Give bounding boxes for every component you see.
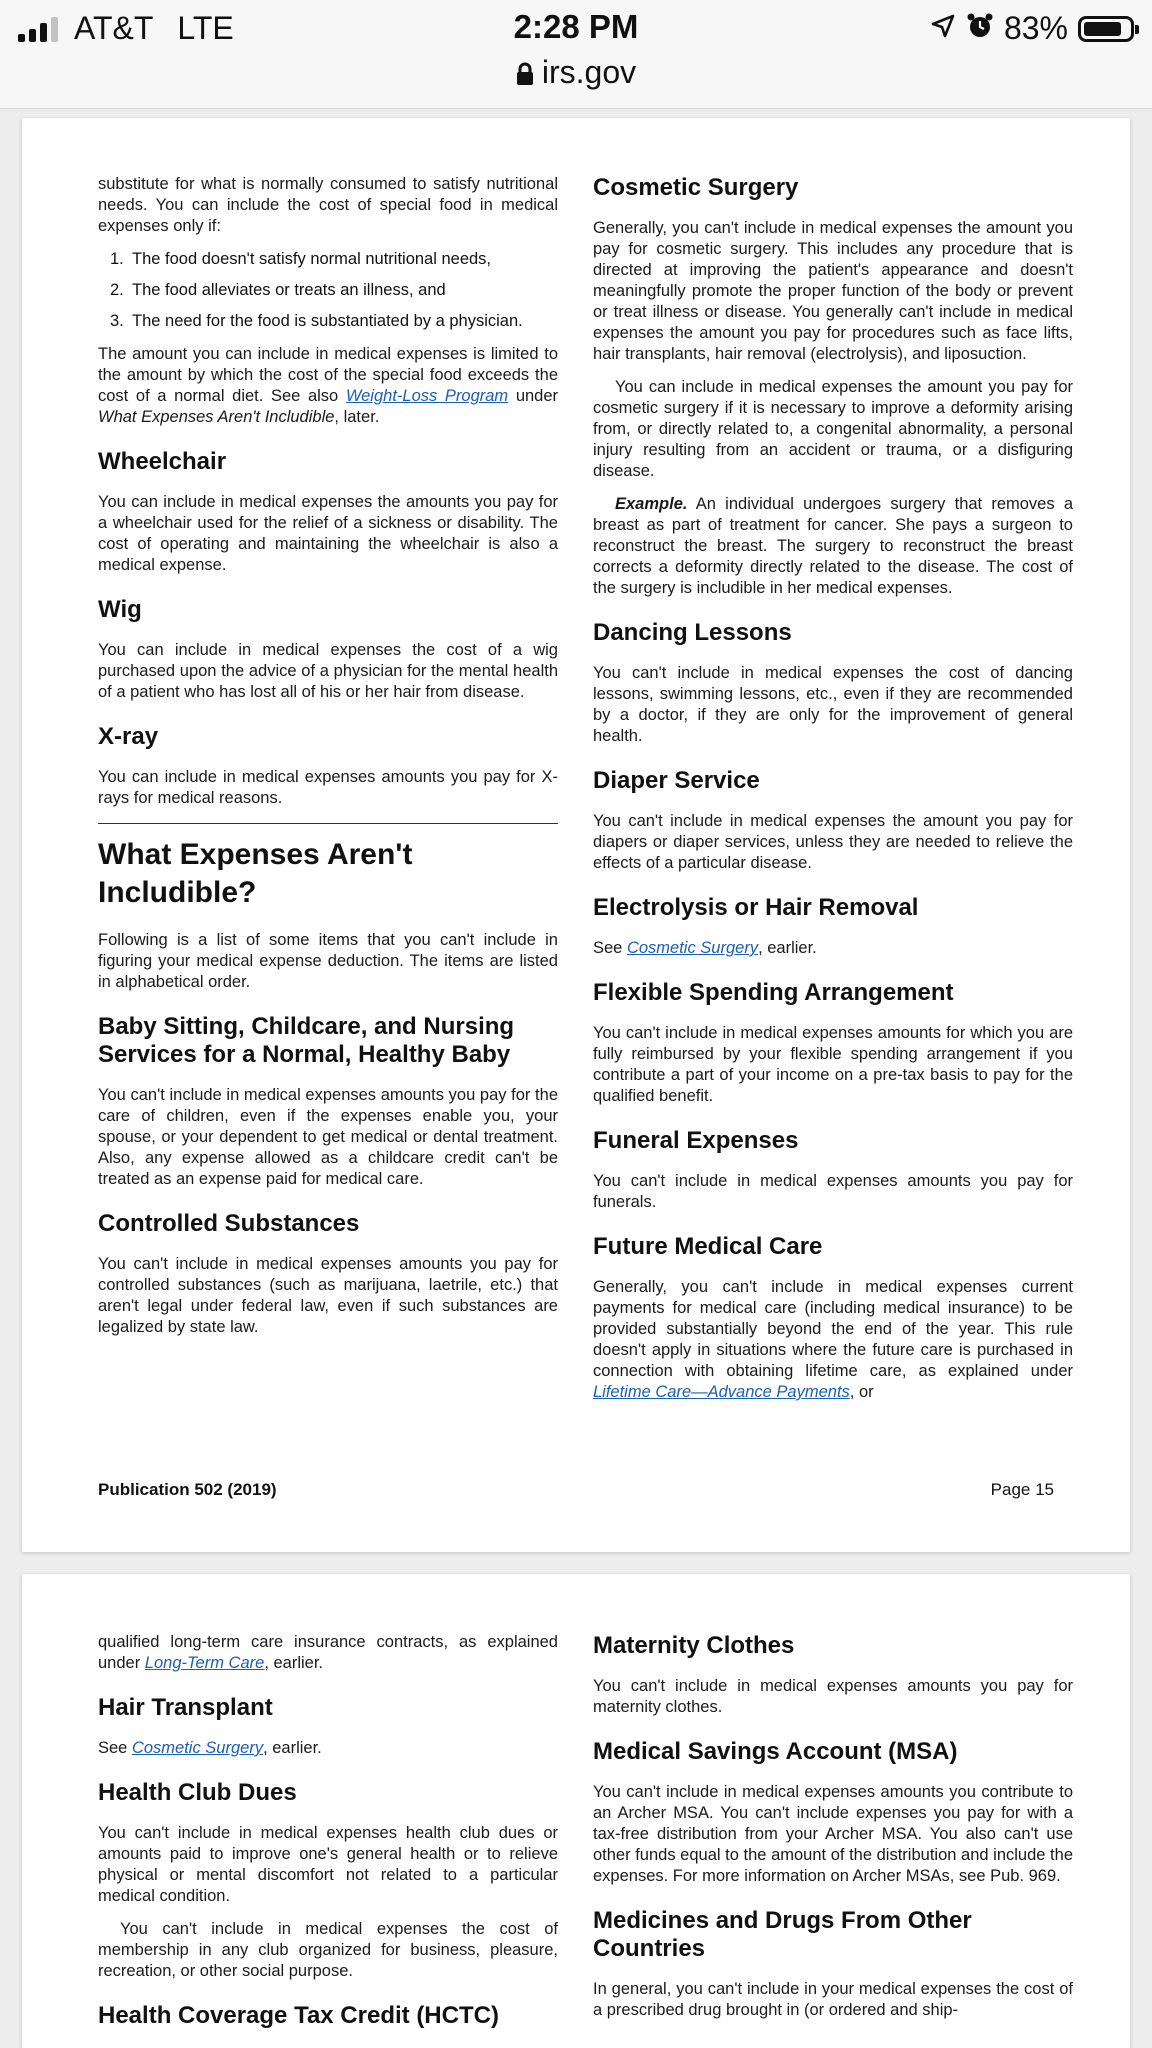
section-divider	[98, 823, 558, 824]
page1-right-column	[593, 174, 1073, 1415]
clock: 2:28 PM	[513, 8, 639, 45]
document-page-16	[22, 1574, 1130, 2048]
link-cosmetic-surgery[interactable]: Cosmetic Surgery	[626, 939, 759, 957]
lock-icon	[516, 57, 534, 94]
link-lifetime-care[interactable]: Lifetime Care—Advance Payments	[593, 1383, 850, 1401]
heading-dancing-lessons: Dancing Lessons	[593, 619, 792, 646]
paragraph: See Cosmetic Surgery, earlier.	[593, 939, 817, 957]
heading-medicines-drugs: Medicines and Drugs From Other Countries	[593, 1907, 972, 1962]
paragraph: You can't include in medical expenses the amount you pay for diapers or diaper services, unless they are needed to relieve the effects of a particular disease.	[593, 812, 1073, 872]
page1-left-column	[98, 174, 558, 1350]
heading-flexible-spending: Flexible Spending Arrangement	[593, 979, 954, 1006]
heading-cosmetic-surgery: Cosmetic Surgery	[593, 174, 799, 201]
paragraph: In general, you can't include in your medical expenses the cost of a prescribed drug brought in (or ordered and ship-	[593, 1980, 1073, 2019]
list-item: 3. The need for the food is substantiated by a physician.	[110, 312, 523, 330]
battery-icon	[1078, 16, 1134, 42]
publication-footer: Publication 502 (2019)	[98, 1480, 277, 1499]
paragraph: You can't include in medical expenses amounts you pay for the care of children, even if the expenses enable you, your spouse, or your dependent to get medical or dental treatment. Also, any expense allowed as a childcare credit can't be treated as an expense paid for medical care.	[98, 1086, 558, 1188]
paragraph: See Cosmetic Surgery, earlier.	[98, 1739, 322, 1757]
alarm-icon	[966, 12, 994, 45]
paragraph: You can include in medical expenses amounts you pay for X-rays for medical reasons.	[98, 768, 558, 807]
page2-left-column	[98, 1632, 558, 2046]
heading-maternity-clothes: Maternity Clothes	[593, 1632, 795, 1659]
link-long-term-care[interactable]: Long-Term Care	[144, 1654, 265, 1672]
heading-health-club-dues: Health Club Dues	[98, 1779, 297, 1806]
battery-percent: 83%	[1003, 10, 1068, 46]
paragraph: You can include in medical expenses the amount you pay for cosmetic surgery if it is necessary to improve a deformity arising from, or directly related to, a congenital abnormality, a personal injury resulting from an accident or trauma, or a disfiguring disease.	[593, 378, 1073, 480]
status-bar	[0, 0, 1152, 109]
url-bar[interactable]	[0, 54, 1152, 94]
carrier-label: AT&T	[74, 10, 154, 46]
heading-future-medical-care: Future Medical Care	[593, 1233, 823, 1260]
heading-what-expenses-arent-includible: What Expenses Aren't Includible?	[98, 838, 413, 909]
paragraph: You can't include in medical expenses amounts you pay for funerals.	[593, 1172, 1073, 1211]
heading-hctc: Health Coverage Tax Credit (HCTC)	[98, 2002, 499, 2029]
heading-xray: X-ray	[98, 723, 159, 750]
battery-fill	[1084, 22, 1121, 36]
heading-wig: Wig	[98, 596, 142, 623]
paragraph: You can include in medical expenses the cost of a wig purchased upon the advice of a physician for the mental health of a patient who has lost all of his or her hair from disease.	[98, 641, 558, 701]
page-number: Page 15	[990, 1480, 1054, 1499]
paragraph: You can't include in medical expenses the cost of dancing lessons, swimming lessons, etc., even if they are recommended by a doctor, if they are only for the improvement of general health.	[593, 664, 1073, 745]
heading-hair-transplant: Hair Transplant	[98, 1694, 273, 1721]
paragraph: The amount you can include in medical expenses is limited to the amount by which the cost of the special food exceeds the cost of a normal diet. See also Weight-Loss Program under What Expenses Aren't Includible, later.	[98, 345, 559, 426]
paragraph: You can't include in medical expenses health club dues or amounts paid to improve one's general health or to relieve physical or mental discomfort not related to a particular medical condition.	[98, 1824, 558, 1905]
heading-diaper-service: Diaper Service	[593, 767, 760, 794]
paragraph: Generally, you can't include in medical expenses the amount you pay for cosmetic surgery. This includes any procedure that is directed at improving the patient's appearance and doesn't meaningfully promote the proper function of the body or prevent or treat illness or disease. You generally can't include in medical expenses the amount you pay for procedures such as face lifts, hair transplants, hair removal (electrolysis), and liposuction.	[593, 219, 1073, 363]
location-arrow-icon	[930, 13, 956, 44]
condition-list	[98, 249, 558, 332]
heading-controlled-substances: Controlled Substances	[98, 1210, 360, 1237]
paragraph: You can include in medical expenses the amounts you pay for a wheelchair used for the relief of a sickness or disability. The cost of operating and maintaining the wheelchair is also a medical expense.	[98, 493, 558, 574]
paragraph: Generally, you can't include in medical expenses current payments for medical care (including medical insurance) to be provided substantially beyond the end of the year. This rule doesn't apply in situations where the future care is purchased in connection with obtaining lifetime care, as explained under Lifetime Care—Advance Payments, or	[593, 1278, 1073, 1401]
heading-baby-sitting: Baby Sitting, Childcare, and Nursing Services for a Normal, Healthy Baby	[98, 1013, 515, 1068]
link-weight-loss-program[interactable]: Weight-Loss Program	[345, 387, 509, 405]
page2-right-column	[593, 1632, 1073, 2033]
document-page-15	[22, 118, 1130, 1552]
example-paragraph: Example. An individual undergoes surgery that removes a breast as part of treatment for cancer. She pays a surgeon to reconstruct the breast. The surgery to reconstruct the breast corrects a deformity directly related to the disease. The cost of the surgery is includible in her medical expenses.	[593, 495, 1073, 597]
paragraph: You can't include in medical expenses amounts you pay for controlled substances (such as marijuana, laetrile, etc.) that aren't legal under federal law, even if such substances are legalized by state law.	[98, 1255, 558, 1336]
heading-wheelchair: Wheelchair	[98, 448, 227, 475]
paragraph: qualified long-term care insurance contracts, as explained under Long-Term Care, earlier.	[98, 1633, 558, 1672]
url-text: irs.gov	[541, 54, 637, 90]
network-label: LTE	[177, 10, 234, 46]
paragraph: substitute for what is normally consumed to satisfy nutritional needs. You can include the cost of special food in medical expenses only if:	[98, 175, 558, 235]
list-item: 2. The food alleviates or treats an illness, and	[110, 281, 446, 299]
paragraph: You can't include in medical expenses the cost of membership in any club organized for business, pleasure, recreation, or other social purpose.	[98, 1920, 558, 1980]
paragraph: Following is a list of some items that you can't include in figuring your medical expense deduction. The items are listed in alphabetical order.	[98, 931, 558, 991]
list-item: 1. The food doesn't satisfy normal nutritional needs,	[110, 250, 492, 268]
heading-electrolysis: Electrolysis or Hair Removal	[593, 894, 919, 921]
status-right	[930, 10, 1134, 47]
heading-funeral-expenses: Funeral Expenses	[593, 1127, 799, 1154]
link-cosmetic-surgery[interactable]: Cosmetic Surgery	[131, 1739, 264, 1757]
heading-msa: Medical Savings Account (MSA)	[593, 1738, 958, 1765]
paragraph: You can't include in medical expenses amounts you contribute to an Archer MSA. You can't include expenses you pay for with a tax-free distribution from your Archer MSA. You also can't use other funds equal to the amount of the distribution and include the expenses. For more information on Archer MSAs, see Pub. 969.	[593, 1783, 1073, 1885]
paragraph: You can't include in medical expenses amounts you pay for maternity clothes.	[593, 1677, 1073, 1716]
paragraph: You can't include in medical expenses amounts for which you are fully reimbursed by your flexible spending arrangement if you contribute a part of your income on a pre-tax basis to pay for the qualified benefit.	[593, 1024, 1073, 1105]
